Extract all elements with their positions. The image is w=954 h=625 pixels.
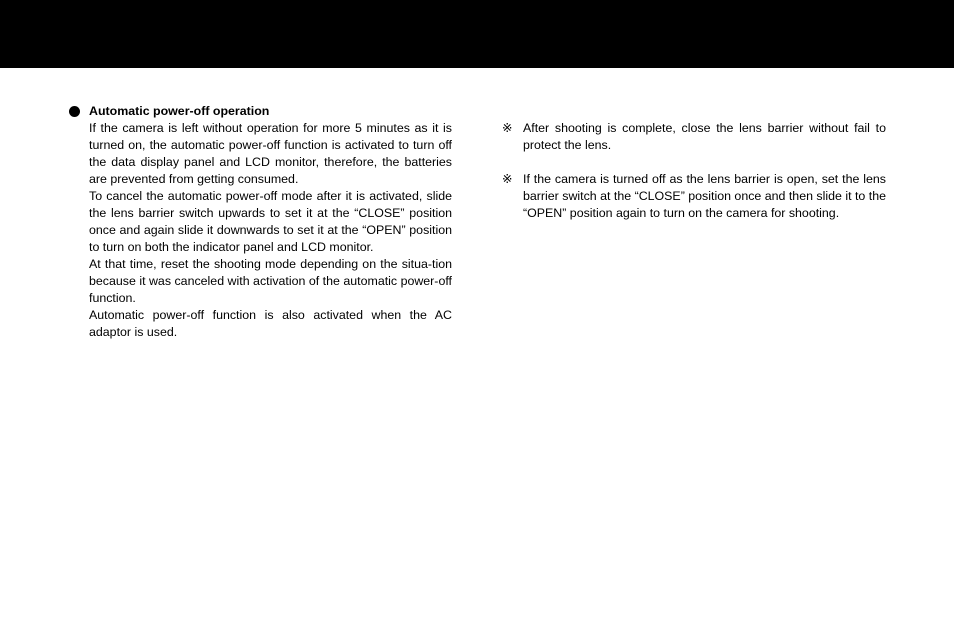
note-item (502, 171, 886, 222)
reference-mark-icon: ※ (502, 121, 513, 135)
note-item (502, 120, 886, 154)
section-heading: Automatic power-off operation (89, 104, 270, 118)
paragraph: At that time, reset the shooting mode depending on the situa-tion because it was canceled with activation of the automatic power-off function. (89, 257, 452, 305)
note-text: If the camera is turned off as the lens barrier is open, set the lens barrier switch at the “CLOSE” position once and then slide it to the “OPEN” position again to turn on the camera for shooting. (523, 172, 886, 220)
note-text: After shooting is complete, close the lens barrier without fail to protect the lens. (523, 121, 886, 152)
paragraph: Automatic power-off function is also activated when the AC adaptor is used. (89, 308, 452, 339)
bullet-icon (69, 106, 80, 117)
paragraph: To cancel the automatic power-off mode after it is activated, slide the lens barrier switch upwards to set it at the “CLOSE” position once and again slide it downwards to set it at the “OPEN” position to turn on both the indicator panel and LCD monitor. (89, 189, 452, 254)
paragraph: If the camera is left without operation for more 5 minutes as it is turned on, the automatic power-off function is activated to turn off the data display panel and LCD monitor, therefore, the batteries are prevented from getting consumed. (89, 121, 452, 186)
reference-mark-icon: ※ (502, 172, 513, 186)
section-heading-row (68, 103, 452, 120)
header-bar (0, 0, 954, 68)
notes-section (502, 120, 886, 239)
auto-power-off-section (68, 103, 452, 341)
